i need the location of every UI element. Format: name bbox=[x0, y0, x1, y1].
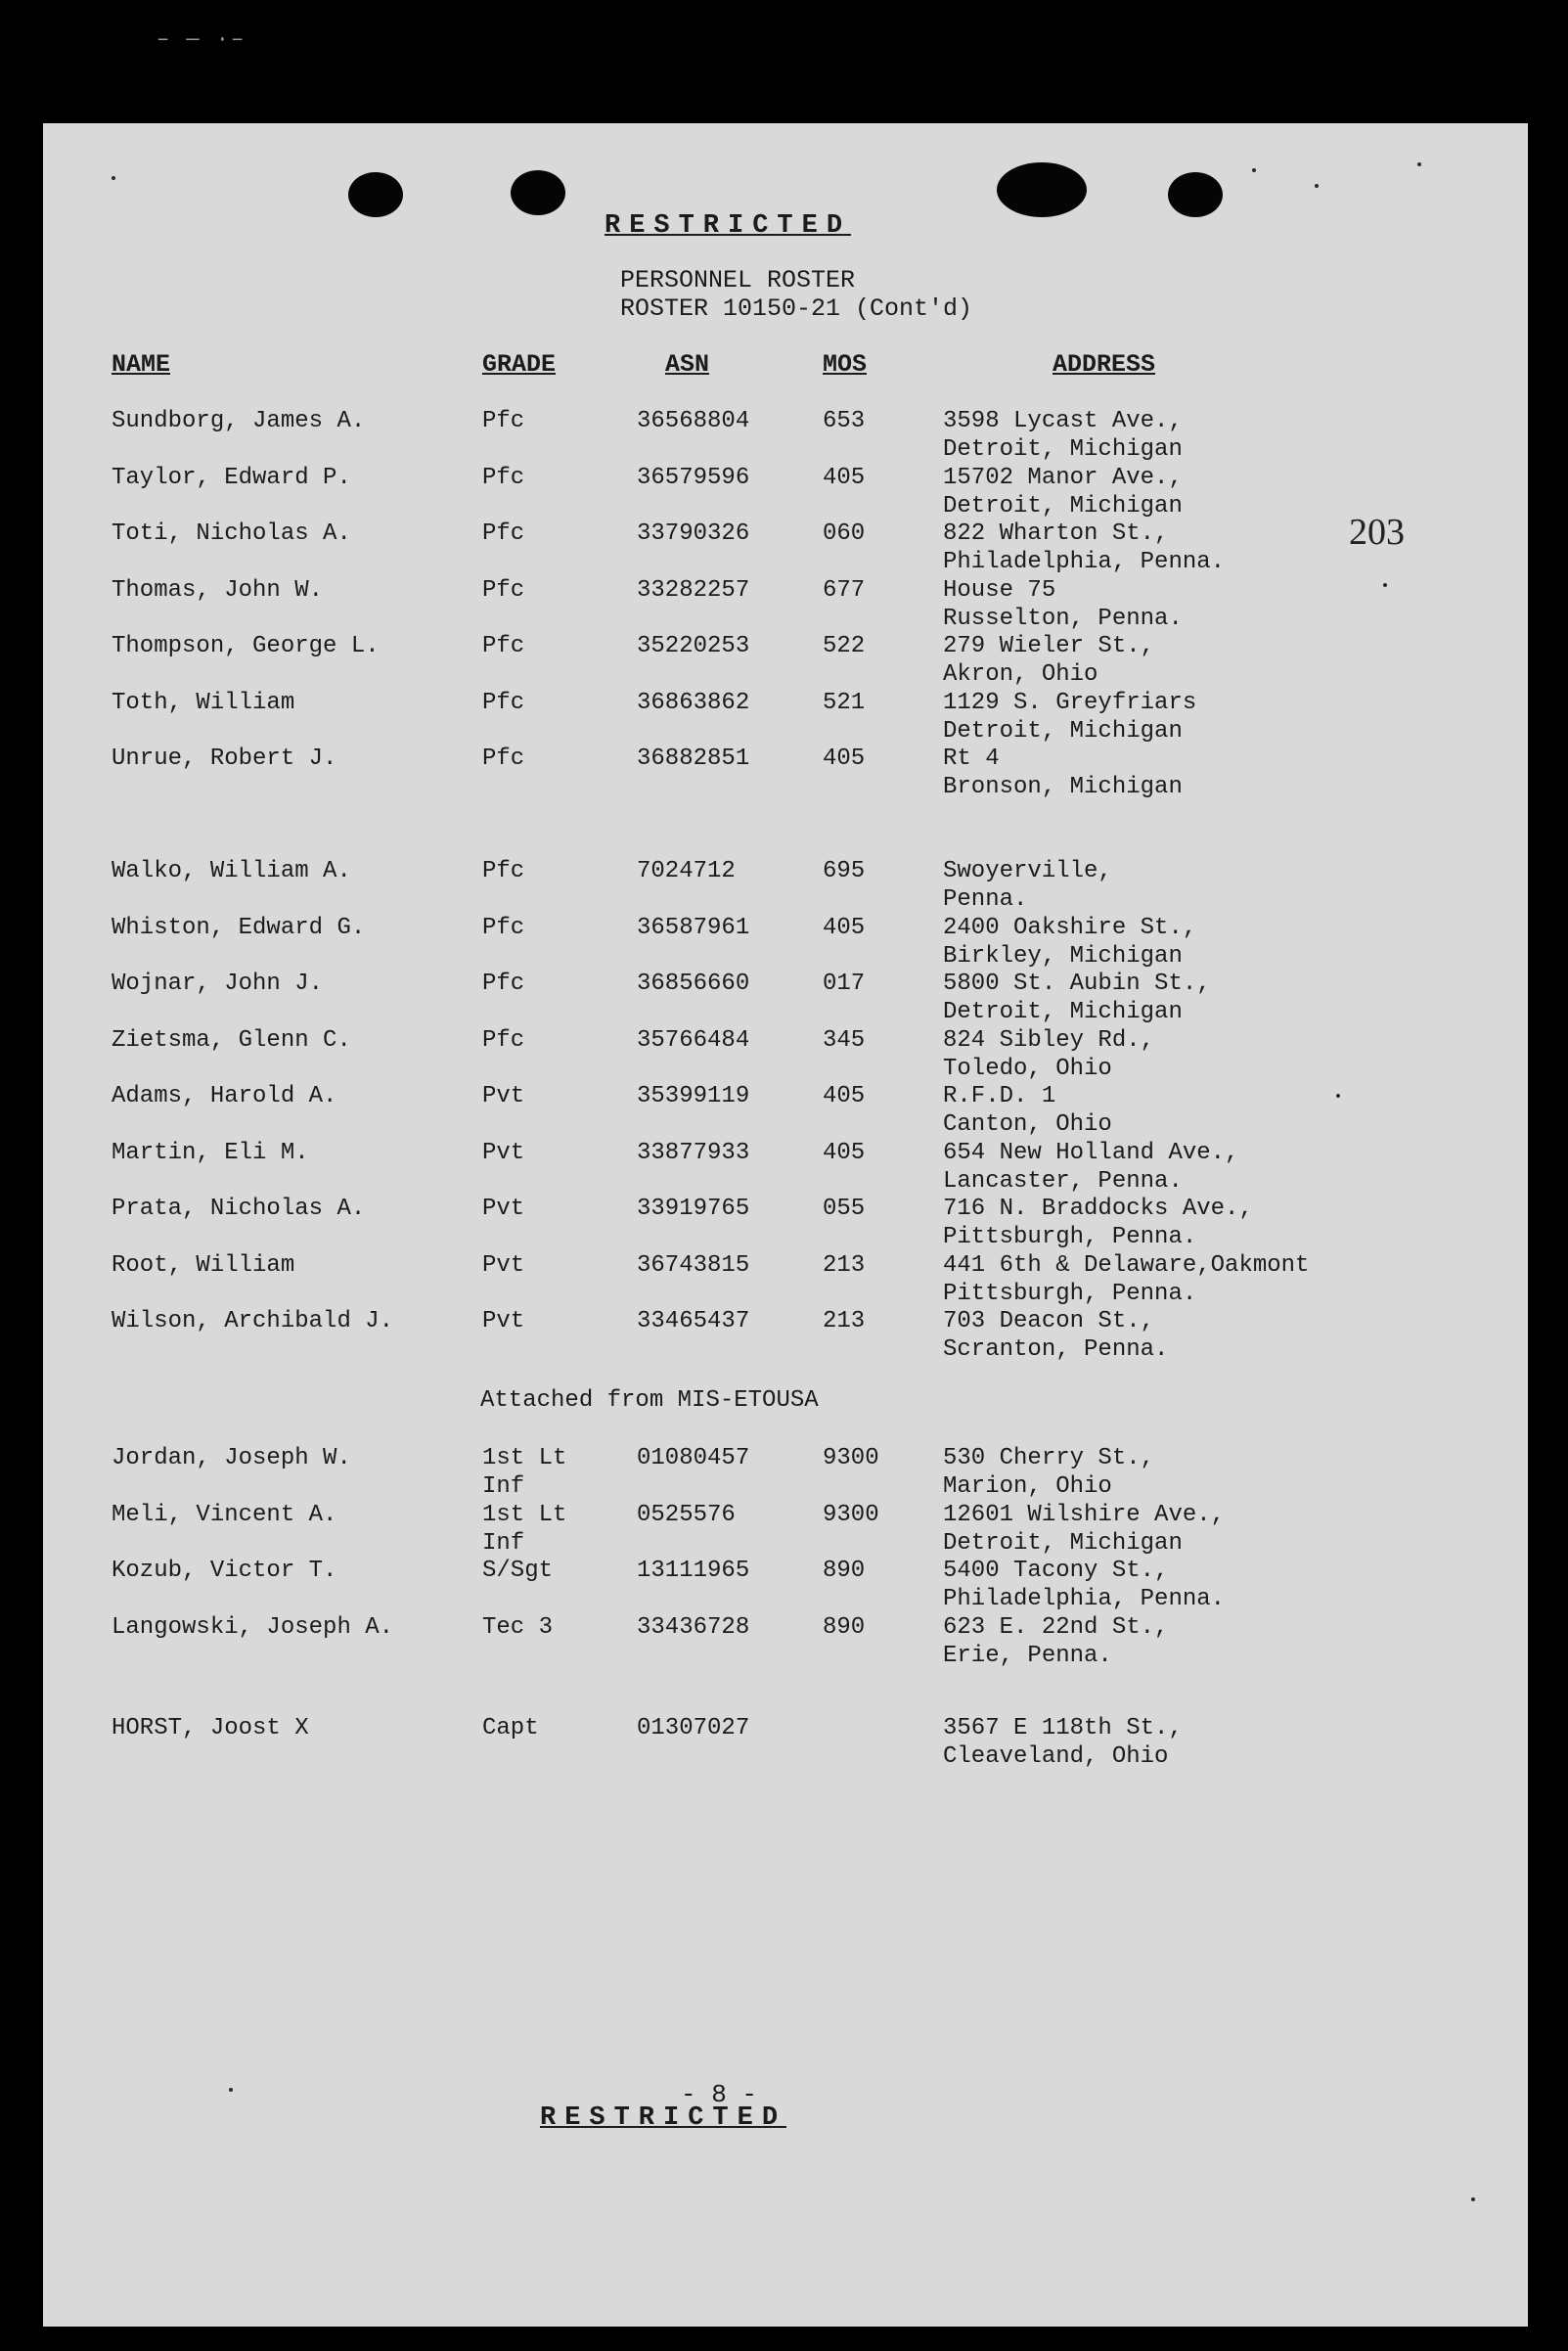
row-address bbox=[943, 1195, 1253, 1251]
row-address-line-1: Swoyerville, bbox=[943, 858, 1112, 884]
row-grade: Pfc bbox=[482, 408, 525, 434]
row-address bbox=[943, 1251, 1309, 1308]
speck bbox=[1417, 162, 1421, 166]
row-asn: 35220253 bbox=[637, 633, 750, 659]
row-grade: Pfc bbox=[482, 576, 525, 604]
row-grade-line-1: 1st Lt bbox=[482, 1501, 567, 1528]
row-grade: Pfc bbox=[482, 971, 525, 997]
row-mos: 677 bbox=[823, 576, 866, 604]
row-address-line-1: Rt 4 bbox=[943, 746, 1000, 772]
row-mos: 521 bbox=[823, 689, 866, 716]
row-address-line-2: Russelton, Penna. bbox=[943, 605, 1183, 632]
row-address-line-2: Scranton, Penna. bbox=[943, 1336, 1169, 1363]
row-address-line-1: 5800 St. Aubin St., bbox=[943, 971, 1211, 997]
column-header-mos: MOS bbox=[823, 350, 868, 379]
roster-row bbox=[43, 1557, 1528, 1613]
row-address-line-2: Pittsburgh, Penna. bbox=[943, 1224, 1197, 1250]
row-grade bbox=[482, 1501, 566, 1558]
row-mos: 213 bbox=[823, 1251, 866, 1279]
roster-row bbox=[43, 970, 1528, 1026]
row-asn: 01307027 bbox=[637, 1715, 750, 1741]
row-asn: 33436728 bbox=[637, 1613, 750, 1641]
roster-row bbox=[43, 1026, 1528, 1083]
row-asn: 36863862 bbox=[637, 689, 750, 716]
row-asn: 36882851 bbox=[637, 746, 750, 772]
row-grade-line-1: 1st Lt bbox=[482, 1445, 567, 1471]
roster-row bbox=[43, 520, 1528, 576]
row-address bbox=[943, 520, 1225, 576]
row-address-line-1: House 75 bbox=[943, 576, 1056, 604]
row-mos: 405 bbox=[823, 914, 866, 941]
roster-row bbox=[43, 464, 1528, 520]
restricted-footer: RESTRICTED bbox=[540, 2103, 787, 2133]
row-asn: 35399119 bbox=[637, 1083, 750, 1109]
page-number: - 8 - bbox=[681, 2080, 758, 2109]
row-grade: Pvt bbox=[482, 1083, 525, 1109]
speck bbox=[112, 176, 115, 180]
row-asn: 36587961 bbox=[637, 914, 750, 941]
row-mos: 653 bbox=[823, 408, 866, 434]
punch-hole-2 bbox=[511, 170, 565, 215]
row-asn: 36856660 bbox=[637, 971, 750, 997]
row-grade: Pfc bbox=[482, 914, 525, 941]
row-address-line-2: Lancaster, Penna. bbox=[943, 1167, 1183, 1195]
row-address-line-1: 703 Deacon St., bbox=[943, 1308, 1155, 1334]
row-asn: 33919765 bbox=[637, 1196, 750, 1222]
row-address bbox=[943, 407, 1183, 464]
row-mos: 890 bbox=[823, 1558, 866, 1584]
row-mos: 213 bbox=[823, 1308, 866, 1334]
roster-row bbox=[43, 1082, 1528, 1139]
row-address-line-1: 1129 S. Greyfriars bbox=[943, 689, 1197, 716]
speck bbox=[1252, 168, 1256, 172]
margin-page-number: 203 bbox=[1349, 512, 1405, 553]
punch-hole-1 bbox=[348, 172, 403, 217]
row-name: Kozub, Victor T. bbox=[112, 1558, 337, 1584]
column-header-asn: ASN bbox=[665, 350, 710, 379]
row-grade bbox=[482, 1613, 553, 1642]
row-name: Zietsma, Glenn C. bbox=[112, 1026, 351, 1054]
row-mos: 405 bbox=[823, 746, 866, 772]
title-line-1: PERSONNEL ROSTER bbox=[620, 266, 856, 294]
roster-row bbox=[43, 1444, 1528, 1501]
row-mos: 055 bbox=[823, 1196, 866, 1222]
row-mos: 890 bbox=[823, 1613, 866, 1641]
row-asn: 33282257 bbox=[637, 576, 750, 604]
row-mos: 405 bbox=[823, 1139, 866, 1166]
row-grade: Pvt bbox=[482, 1251, 525, 1279]
roster-row bbox=[43, 1307, 1528, 1364]
row-grade: Pfc bbox=[482, 1026, 525, 1054]
row-grade: Pfc bbox=[482, 858, 525, 884]
row-asn: 33877933 bbox=[637, 1139, 750, 1166]
row-address-line-1: 530 Cherry St., bbox=[943, 1445, 1155, 1471]
roster-row bbox=[43, 914, 1528, 971]
row-address bbox=[943, 464, 1183, 520]
row-address-line-1: 824 Sibley Rd., bbox=[943, 1026, 1155, 1054]
row-address bbox=[943, 1139, 1238, 1196]
row-address bbox=[943, 576, 1183, 633]
roster-row bbox=[43, 1195, 1528, 1251]
restricted-header: RESTRICTED bbox=[605, 211, 852, 241]
row-address bbox=[943, 745, 1183, 801]
row-asn: 7024712 bbox=[637, 858, 736, 884]
row-address-line-2: Pittsburgh, Penna. bbox=[943, 1280, 1197, 1307]
row-grade-line-1: Tec 3 bbox=[482, 1613, 554, 1641]
row-address bbox=[943, 1501, 1225, 1558]
row-address-line-1: 623 E. 22nd St., bbox=[943, 1613, 1169, 1641]
roster-row bbox=[43, 1251, 1528, 1308]
roster-row bbox=[43, 576, 1528, 633]
row-grade: Capt bbox=[482, 1715, 539, 1741]
row-address-line-2: Detroit, Michigan bbox=[943, 999, 1183, 1025]
row-address bbox=[943, 632, 1154, 689]
title-line-2: ROSTER 10150-21 (Cont'd) bbox=[620, 294, 973, 323]
roster-row bbox=[43, 1501, 1528, 1558]
roster-row bbox=[43, 857, 1528, 914]
row-asn: 0525576 bbox=[637, 1501, 736, 1528]
row-address-line-2: Akron, Ohio bbox=[943, 661, 1098, 688]
row-address-line-1: 12601 Wilshire Ave., bbox=[943, 1501, 1226, 1528]
row-address-line-2: Erie, Penna. bbox=[943, 1642, 1112, 1669]
row-address bbox=[943, 1026, 1154, 1083]
row-address-line-2: Penna. bbox=[943, 886, 1028, 913]
row-grade: Pfc bbox=[482, 746, 525, 772]
row-grade: Pfc bbox=[482, 464, 525, 491]
row-name: Whiston, Edward G. bbox=[112, 914, 366, 941]
row-asn: 36568804 bbox=[637, 408, 750, 434]
row-address-line-2: Marion, Ohio bbox=[943, 1473, 1112, 1500]
row-mos: 9300 bbox=[823, 1445, 879, 1471]
punch-hole-4 bbox=[1168, 172, 1223, 217]
row-grade-line-2: Inf bbox=[482, 1529, 525, 1557]
attached-section-title: Attached from MIS-ETOUSA bbox=[480, 1387, 819, 1414]
row-grade: Pvt bbox=[482, 1196, 525, 1222]
row-asn: 01080457 bbox=[637, 1445, 750, 1471]
row-grade bbox=[482, 1444, 566, 1501]
row-grade-line-1: S/Sgt bbox=[482, 1558, 554, 1584]
row-address bbox=[943, 1714, 1183, 1771]
row-name: Unrue, Robert J. bbox=[112, 746, 337, 772]
row-mos: 405 bbox=[823, 1083, 866, 1109]
punch-hole-3 bbox=[997, 162, 1087, 217]
row-address-line-1: 2400 Oakshire St., bbox=[943, 914, 1197, 941]
row-address-line-2: Philadelphia, Penna. bbox=[943, 549, 1226, 575]
row-address-line-2: Cleaveland, Ohio bbox=[943, 1743, 1169, 1770]
row-name: Root, William bbox=[112, 1251, 295, 1279]
row-address-line-2: Detroit, Michigan bbox=[943, 492, 1183, 520]
roster-row bbox=[43, 689, 1528, 746]
speck bbox=[1471, 2197, 1475, 2201]
row-grade: Pfc bbox=[482, 633, 525, 659]
row-name: Wojnar, John J. bbox=[112, 971, 324, 997]
roster-row bbox=[43, 632, 1528, 689]
row-address bbox=[943, 689, 1196, 746]
row-mos: 9300 bbox=[823, 1501, 879, 1528]
row-address bbox=[943, 857, 1112, 914]
row-address bbox=[943, 1557, 1225, 1613]
row-asn: 36743815 bbox=[637, 1251, 750, 1279]
row-asn: 35766484 bbox=[637, 1026, 750, 1054]
row-asn: 33465437 bbox=[637, 1308, 750, 1334]
row-grade bbox=[482, 1557, 553, 1585]
row-grade-line-2: Inf bbox=[482, 1473, 525, 1500]
row-address bbox=[943, 970, 1211, 1026]
row-name: Walko, William A. bbox=[112, 858, 351, 884]
row-address-line-2: Toledo, Ohio bbox=[943, 1055, 1112, 1082]
row-address-line-1: R.F.D. 1 bbox=[943, 1083, 1056, 1109]
speck bbox=[229, 2088, 233, 2092]
roster-row bbox=[43, 745, 1528, 801]
row-name: Sundborg, James A. bbox=[112, 408, 366, 434]
speck bbox=[1315, 184, 1319, 188]
row-name: Jordan, Joseph W. bbox=[112, 1445, 351, 1471]
row-address-line-2: Canton, Ohio bbox=[943, 1111, 1112, 1138]
extra-roster-row bbox=[43, 1714, 1528, 1771]
roster-row bbox=[43, 1139, 1528, 1196]
row-address-line-1: 279 Wieler St., bbox=[943, 633, 1155, 659]
row-mos: 345 bbox=[823, 1026, 866, 1054]
row-name: Martin, Eli M. bbox=[112, 1139, 309, 1166]
row-address bbox=[943, 1307, 1168, 1364]
row-asn: 36579596 bbox=[637, 464, 750, 491]
column-header-grade: GRADE bbox=[482, 350, 557, 379]
row-address-line-2: Bronson, Michigan bbox=[943, 774, 1183, 800]
row-address-line-1: 654 New Holland Ave., bbox=[943, 1139, 1239, 1166]
scan-edge-marks: – — ·– bbox=[157, 27, 246, 52]
row-asn: 13111965 bbox=[637, 1558, 750, 1584]
row-address bbox=[943, 1613, 1168, 1670]
row-name: Toth, William bbox=[112, 689, 295, 716]
row-name: Langowski, Joseph A. bbox=[112, 1613, 394, 1641]
row-mos: 405 bbox=[823, 464, 866, 491]
row-name: Taylor, Edward P. bbox=[112, 464, 351, 491]
row-address-line-2: Birkley, Michigan bbox=[943, 942, 1183, 970]
row-mos: 695 bbox=[823, 858, 866, 884]
roster-row bbox=[43, 1613, 1528, 1670]
row-address-line-1: 5400 Tacony St., bbox=[943, 1558, 1169, 1584]
row-asn: 33790326 bbox=[637, 520, 750, 547]
row-grade: Pvt bbox=[482, 1308, 525, 1334]
roster-row bbox=[43, 407, 1528, 464]
row-address-line-2: Detroit, Michigan bbox=[943, 1529, 1183, 1557]
row-name: Meli, Vincent A. bbox=[112, 1501, 337, 1528]
row-mos: 017 bbox=[823, 971, 866, 997]
row-name: Adams, Harold A. bbox=[112, 1083, 337, 1109]
row-name: HORST, Joost X bbox=[112, 1715, 309, 1741]
row-name: Thompson, George L. bbox=[112, 633, 380, 659]
row-grade: Pfc bbox=[482, 689, 525, 716]
row-address-line-2: Philadelphia, Penna. bbox=[943, 1586, 1226, 1612]
row-mos: 060 bbox=[823, 520, 866, 547]
roster-title bbox=[620, 266, 972, 323]
column-header-address: ADDRESS bbox=[1053, 350, 1156, 379]
row-address-line-1: 822 Wharton St., bbox=[943, 520, 1169, 547]
row-grade: Pfc bbox=[482, 520, 525, 547]
row-address-line-1: 3598 Lycast Ave., bbox=[943, 408, 1183, 434]
row-grade: Pvt bbox=[482, 1139, 525, 1166]
row-address-line-1: 441 6th & Delaware,Oakmont bbox=[943, 1251, 1310, 1279]
roster-page bbox=[43, 123, 1528, 2327]
row-name: Thomas, John W. bbox=[112, 576, 324, 604]
row-address-line-1: 3567 E 118th St., bbox=[943, 1715, 1183, 1741]
row-address-line-1: 716 N. Braddocks Ave., bbox=[943, 1196, 1253, 1222]
row-name: Prata, Nicholas A. bbox=[112, 1196, 366, 1222]
row-address-line-2: Detroit, Michigan bbox=[943, 717, 1183, 745]
row-address-line-2: Detroit, Michigan bbox=[943, 436, 1183, 463]
column-header-name: NAME bbox=[112, 350, 171, 379]
row-name: Wilson, Archibald J. bbox=[112, 1308, 394, 1334]
row-address bbox=[943, 1444, 1154, 1501]
row-mos: 522 bbox=[823, 633, 866, 659]
row-name: Toti, Nicholas A. bbox=[112, 520, 351, 547]
row-address-line-1: 15702 Manor Ave., bbox=[943, 464, 1183, 491]
row-address bbox=[943, 914, 1196, 971]
row-address bbox=[943, 1082, 1112, 1139]
